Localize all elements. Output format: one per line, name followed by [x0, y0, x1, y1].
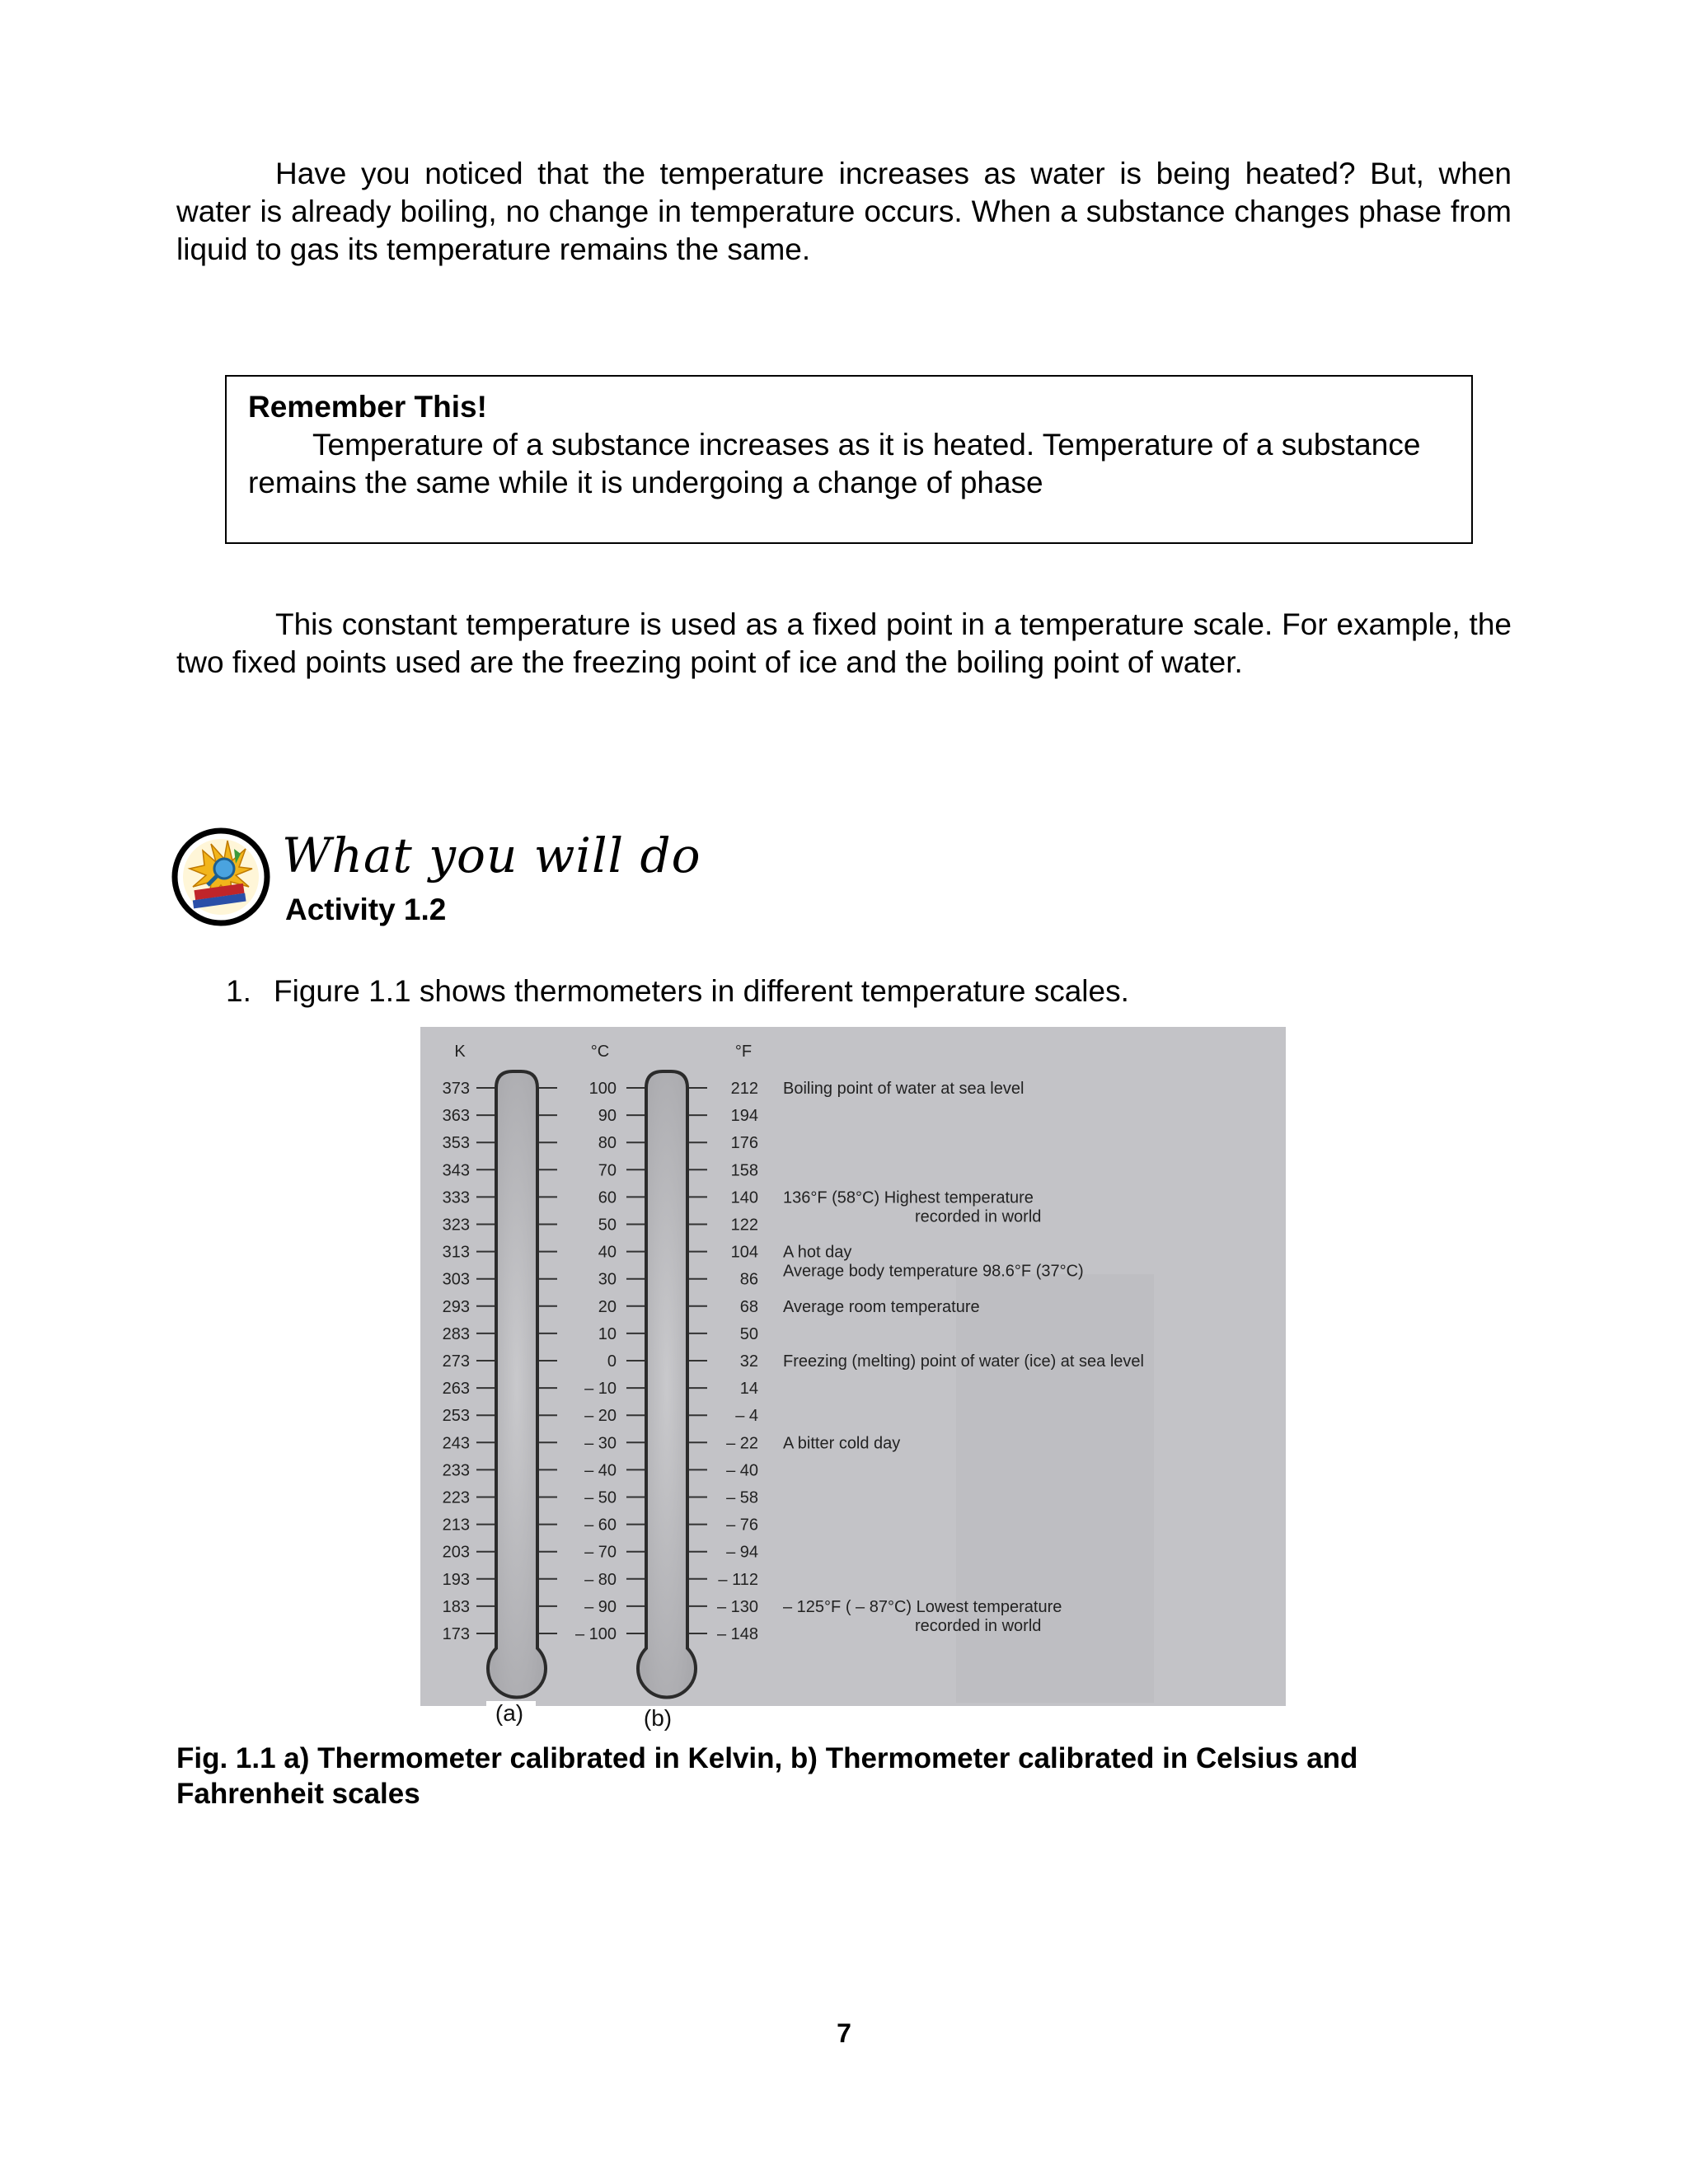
figure-annotation: Average body temperature 98.6°F (37°C): [783, 1262, 1084, 1281]
intro-paragraph: Have you noticed that the temperature increases as water is being heated? But, when water is already boiling, no change in temperature occurs. When a substance changes phase from liquid to gas its temperature remains the same.: [176, 157, 1512, 266]
celsius-tick-label: 100: [588, 1080, 617, 1098]
celsius-tick-label: – 40: [584, 1461, 617, 1480]
fahrenheit-tick-label: 158: [730, 1161, 758, 1180]
fixed-point-paragraph: This constant temperature is used as a fixed point in a temperature scale. For example, the two fixed points used are the freezing point of ice and the boiling point of water.: [176, 607, 1512, 679]
celsius-tick-label: – 80: [584, 1570, 617, 1589]
kelvin-tick-label: 203: [442, 1543, 470, 1562]
fahrenheit-tick-label: 176: [730, 1134, 758, 1153]
celsius-fahrenheit-thermometer: [638, 1071, 696, 1697]
science-activity-icon: [170, 826, 272, 928]
step-number: 1.: [226, 974, 251, 1008]
celsius-tick-label: 30: [598, 1270, 617, 1289]
fahrenheit-tick-label: – 40: [726, 1461, 758, 1480]
remember-box: [225, 375, 1473, 544]
celsius-tick-label: – 70: [584, 1543, 617, 1562]
celsius-tick-label: – 10: [584, 1380, 617, 1399]
step-1: [226, 972, 1129, 1010]
activity-label: Activity 1.2: [285, 893, 447, 926]
fahrenheit-tick-label: 104: [730, 1243, 758, 1262]
celsius-tick-label: 60: [598, 1188, 617, 1207]
celsius-tick-label: 40: [598, 1243, 617, 1262]
kelvin-tick-label: 233: [442, 1461, 470, 1480]
fahrenheit-tick-label: 68: [739, 1297, 758, 1316]
figure-annotation: Freezing (melting) point of water (ice) at sea level: [783, 1352, 1144, 1371]
kelvin-tick-label: 273: [442, 1352, 470, 1371]
figure-annotation: – 125°F ( – 87°C) Lowest temperature: [783, 1597, 1062, 1616]
sublabel-a: (a): [495, 1700, 524, 1726]
remember-text: Temperature of a substance increases as it is heated. Temperature of a substance remains the same while it is undergoing a change of phase: [248, 428, 1421, 499]
fahrenheit-tick-label: – 4: [735, 1407, 758, 1426]
section-heading: What you will do: [282, 827, 701, 883]
fahrenheit-tick-label: – 130: [716, 1597, 758, 1616]
figure-annotation: A bitter cold day: [783, 1434, 901, 1453]
celsius-tick-label: – 90: [584, 1597, 617, 1616]
remember-title: Remember This!: [248, 390, 487, 424]
fahrenheit-tick-label: – 22: [726, 1434, 758, 1453]
kelvin-header: K: [454, 1043, 466, 1061]
kelvin-tick-label: 343: [442, 1161, 470, 1180]
kelvin-tick-label: 223: [442, 1488, 470, 1507]
fahrenheit-tick-label: 140: [730, 1188, 758, 1207]
celsius-tick-label: 50: [598, 1216, 617, 1235]
celsius-tick-label: 90: [598, 1107, 617, 1126]
kelvin-tick-label: 323: [442, 1216, 470, 1235]
celsius-tick-label: 20: [598, 1297, 617, 1316]
fahrenheit-tick-label: – 76: [726, 1516, 758, 1535]
celsius-tick-label: 70: [598, 1161, 617, 1180]
celsius-tick-label: – 20: [584, 1407, 617, 1426]
kelvin-tick-label: 243: [442, 1434, 470, 1453]
figure-annotation: Average room temperature: [783, 1297, 980, 1316]
sublabel-b: (b): [643, 1705, 673, 1731]
figure-annotation: recorded in world: [915, 1616, 1042, 1635]
fahrenheit-tick-label: – 58: [726, 1488, 758, 1507]
fahrenheit-tick-label: 14: [739, 1380, 758, 1399]
kelvin-tick-label: 303: [442, 1270, 470, 1289]
kelvin-tick-label: 263: [442, 1380, 470, 1399]
thermometer-figure: [420, 1027, 1286, 1731]
kelvin-tick-label: 353: [442, 1134, 470, 1153]
kelvin-tick-label: 293: [442, 1297, 470, 1316]
kelvin-tick-label: 363: [442, 1107, 470, 1126]
kelvin-thermometer: [488, 1071, 546, 1697]
kelvin-tick-label: 283: [442, 1324, 470, 1343]
fahrenheit-tick-label: 32: [739, 1352, 758, 1371]
fahrenheit-tick-label: 86: [739, 1270, 758, 1289]
celsius-tick-label: – 50: [584, 1488, 617, 1507]
celsius-header: °C: [590, 1043, 610, 1061]
kelvin-tick-label: 253: [442, 1407, 470, 1426]
figure-annotation: recorded in world: [915, 1207, 1042, 1226]
kelvin-tick-label: 313: [442, 1243, 470, 1262]
fahrenheit-tick-label: 50: [739, 1324, 758, 1343]
celsius-tick-label: – 30: [584, 1434, 617, 1453]
fahrenheit-tick-label: – 148: [716, 1625, 758, 1643]
figure-annotation: Boiling point of water at sea level: [783, 1080, 1025, 1098]
step-text: Figure 1.1 shows thermometers in different temperature scales.: [274, 974, 1129, 1008]
celsius-tick-label: 10: [598, 1324, 617, 1343]
celsius-tick-label: 80: [598, 1134, 617, 1153]
fahrenheit-tick-label: 194: [730, 1107, 758, 1126]
page-number: 7: [837, 2018, 851, 2048]
fahrenheit-tick-label: 212: [730, 1080, 758, 1098]
fahrenheit-tick-label: – 94: [726, 1543, 758, 1562]
kelvin-tick-label: 193: [442, 1570, 470, 1589]
celsius-tick-label: – 60: [584, 1516, 617, 1535]
kelvin-tick-label: 173: [442, 1625, 470, 1643]
fahrenheit-header: °F: [734, 1043, 753, 1061]
celsius-tick-label: – 100: [574, 1625, 617, 1643]
figure-annotation: 136°F (58°C) Highest temperature: [783, 1188, 1034, 1207]
kelvin-tick-label: 373: [442, 1080, 470, 1098]
kelvin-tick-label: 213: [442, 1516, 470, 1535]
fahrenheit-tick-label: 122: [730, 1216, 758, 1235]
celsius-tick-label: 0: [607, 1352, 617, 1371]
fahrenheit-tick-label: – 112: [718, 1570, 758, 1589]
figure-annotation: A hot day: [783, 1243, 852, 1262]
kelvin-tick-label: 333: [442, 1188, 470, 1207]
figure-caption: Fig. 1.1 a) Thermometer calibrated in Kelvin, b) Thermometer calibrated in Celsius and Fahrenheit scales: [176, 1742, 1358, 1810]
kelvin-tick-label: 183: [442, 1597, 470, 1616]
